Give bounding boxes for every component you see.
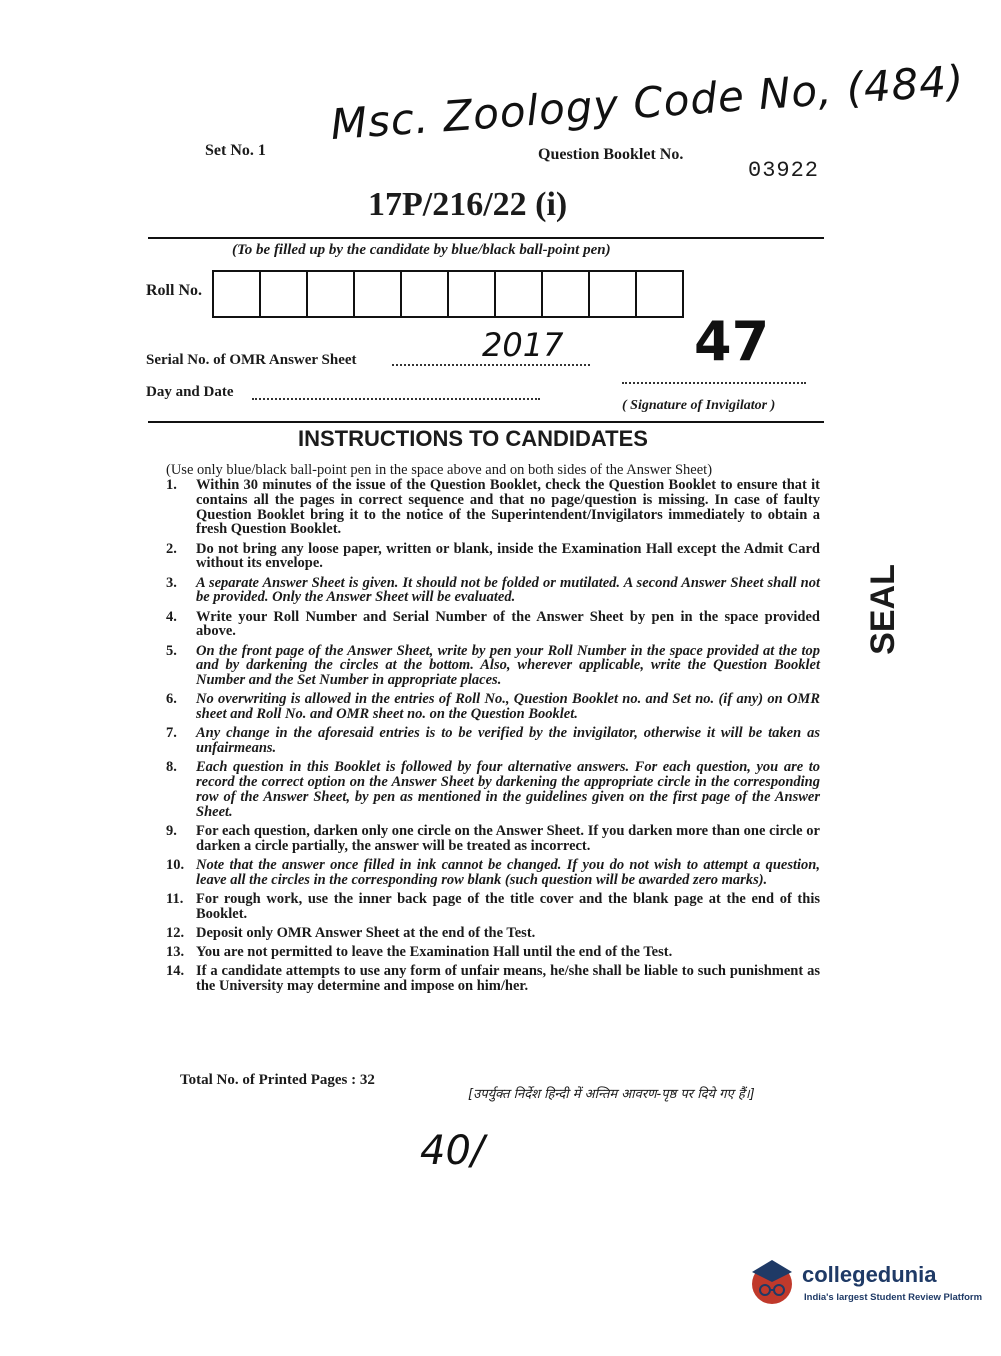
booklet-code: 17P/216/22 (i) xyxy=(368,186,568,223)
roll-digit-box[interactable] xyxy=(402,272,449,316)
roll-digit-box[interactable] xyxy=(543,272,590,316)
list-item: 14. If a candidate attempts to use any form of unfair means, he/she shall be liable to such punishment as the University may determine and impose on him/her. xyxy=(166,963,820,994)
list-item: 8. Each question in this Booklet is followed by four alternative answers. For each question, you are to record the correct option on the Answer Sheet by darkening the appropriate circle in the corresponding row of the Answer Sheet, by pen as mentioned in the guidelines given on the first page of the Answer Sheet. xyxy=(166,759,820,820)
list-item: 6. No overwriting is allowed in the entries of Roll No., Question Booklet no. and Set no. (if any) on OMR sheet and Roll No. and OMR sheet no. on the Question Booklet. xyxy=(166,691,820,723)
roll-digit-box[interactable] xyxy=(449,272,496,316)
list-item: 2. Do not bring any loose paper, written or blank, inside the Examination Hall except the Admit Card without its envelope. xyxy=(166,540,820,572)
list-item: 1. Within 30 minutes of the issue of the Question Booklet, check the Question Booklet to ensure that it contains all the pages in correct sequence and that no page/question is missing. In case of faulty Question Booklet bring it to the notice of the Superintendent/Invigilators immediately to obtain a fresh Question Booklet. xyxy=(166,477,820,538)
omr-serial-line[interactable] xyxy=(392,364,590,366)
instructions-list xyxy=(166,478,820,998)
logo-wordmark: collegedunia xyxy=(802,1262,937,1287)
handwritten-number: 40/ xyxy=(420,1128,485,1174)
list-item: 11. For rough work, use the inner back page of the title cover and the blank page at the end of this Booklet. xyxy=(166,890,820,922)
roll-digit-box[interactable] xyxy=(308,272,355,316)
logo-tagline: India's largest Student Review Platform xyxy=(804,1292,983,1303)
list-item: 5. On the front page of the Answer Sheet, write by pen your Roll Number in the space provided at the top and by darkening the circles at the bottom. Also, wherever applicable, write the Question Booklet Number and the Set Number in appropriate places. xyxy=(166,642,820,689)
roll-digit-box[interactable] xyxy=(496,272,543,316)
list-item: 9. For each question, darken only one circle on the Answer Sheet. If you darken more than one circle or darken a circle partially, the answer will be treated as incorrect. xyxy=(166,822,820,854)
list-item: 7. Any change in the aforesaid entries is to be verified by the invigilator, otherwise it will be taken as unfairmeans. xyxy=(166,725,820,757)
roll-digit-box[interactable] xyxy=(261,272,308,316)
mid-divider xyxy=(148,421,824,423)
list-item: 12. Deposit only OMR Answer Sheet at the end of the Test. xyxy=(166,924,536,941)
list-item: 4. Write your Roll Number and Serial Number of the Answer Sheet by pen in the space provided above. xyxy=(166,608,820,640)
roll-digit-box[interactable] xyxy=(637,272,682,316)
fill-instruction-note: (To be filled up by the candidate by blue/black ball-point pen) xyxy=(232,242,611,258)
handwritten-mark: 47 xyxy=(694,310,770,373)
roll-number-label: Roll No. xyxy=(146,282,202,299)
signature-label: ( Signature of Invigilator ) xyxy=(622,398,776,413)
roll-digit-box[interactable] xyxy=(214,272,261,316)
omr-serial-label: Serial No. of OMR Answer Sheet xyxy=(146,352,357,368)
pen-usage-note: (Use only blue/black ball-point pen in the space above and on both sides of the Answer Sheet) xyxy=(166,462,713,478)
list-item: 3. A separate Answer Sheet is given. It should not be folded or mutilated. A second Answer Sheet shall not be provided. Only the Answer Sheet will be evaluated. xyxy=(166,574,820,606)
booklet-number-value: 03922 xyxy=(748,158,820,183)
day-date-label: Day and Date xyxy=(146,384,234,400)
day-date-line[interactable] xyxy=(252,398,540,400)
roll-digit-box[interactable] xyxy=(590,272,637,316)
roll-number-boxes[interactable] xyxy=(212,270,684,318)
seal-label: SEAL xyxy=(863,564,902,655)
signature-line[interactable] xyxy=(622,382,806,384)
total-printed-pages: Total No. of Printed Pages : 32 xyxy=(180,1072,375,1088)
instructions-title: INSTRUCTIONS TO CANDIDATES xyxy=(298,426,648,451)
list-item: 10. Note that the answer once filled in ink cannot be changed. If you do not wish to attempt a question, leave all the circles in the corresponding row blank (such question will be awarded zero marks). xyxy=(166,856,820,888)
set-number: Set No. 1 xyxy=(205,142,266,159)
hindi-instruction-note: [उपर्युक्त निर्देश हिन्दी में अन्तिम आवरण-पृष्ठ पर दिये गए हैं।] xyxy=(468,1087,755,1102)
list-item: 13. You are not permitted to leave the Examination Hall until the end of the Test. xyxy=(166,944,673,960)
roll-digit-box[interactable] xyxy=(355,272,402,316)
top-divider xyxy=(148,237,824,239)
omr-serial-handwritten: 2017 xyxy=(482,326,564,364)
handwritten-course-note: Msc. Zoology Code No, (484) xyxy=(329,55,966,150)
booklet-number-label: Question Booklet No. xyxy=(538,146,684,163)
